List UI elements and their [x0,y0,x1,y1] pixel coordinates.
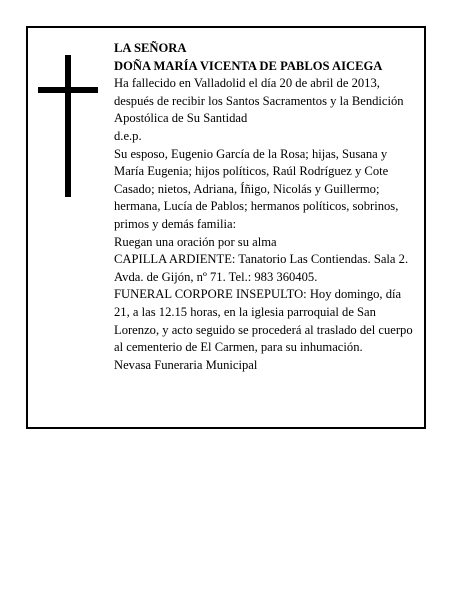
cross-vertical-bar [65,55,71,197]
cross-horizontal-bar [38,87,98,93]
prayer-request: Ruegan una oración por su alma [114,234,277,249]
chapel-info: CAPILLA ARDIENTE: Tanatorio Las Contiendas. Sala 2. Avda. de Gijón, nº 71. Tel.: 983 360405. [114,252,409,284]
latin-cross-icon [38,55,98,197]
notice-text [114,40,418,374]
funeral-home: Nevasa Funeraria Municipal [114,357,258,372]
deceased-name: DOÑA MARÍA VICENTA DE PABLOS AICEGA [114,58,383,73]
notice-title: LA SEÑORA [114,41,187,55]
family-list: Su esposo, Eugenio García de la Rosa; hijas, Susana y María Eugenia; hijos políticos, Raúl Rodríguez y Cote Casado; nietos, Adriana, Íñigo, Nicolás y Guillermo; hermana, Lucía de Pablos; hermanos políticos, sobrinos, primos y demás familia: [114,146,399,231]
funeral-info: FUNERAL CORPORE INSEPULTO: Hoy domingo, día 21, a las 12.15 horas, en la iglesia parroquial de San Lorenzo, y acto seguido se procederá al traslado del cuerpo al cementerio de El Carmen, para su inhumación. [114,287,413,355]
death-announcement: Ha fallecido en Valladolid el día 20 de abril de 2013, después de recibir los Santos Sacramentos y la Bendición Apostólica de Su Santidad [114,76,404,126]
dep-text: d.e.p. [114,128,142,143]
